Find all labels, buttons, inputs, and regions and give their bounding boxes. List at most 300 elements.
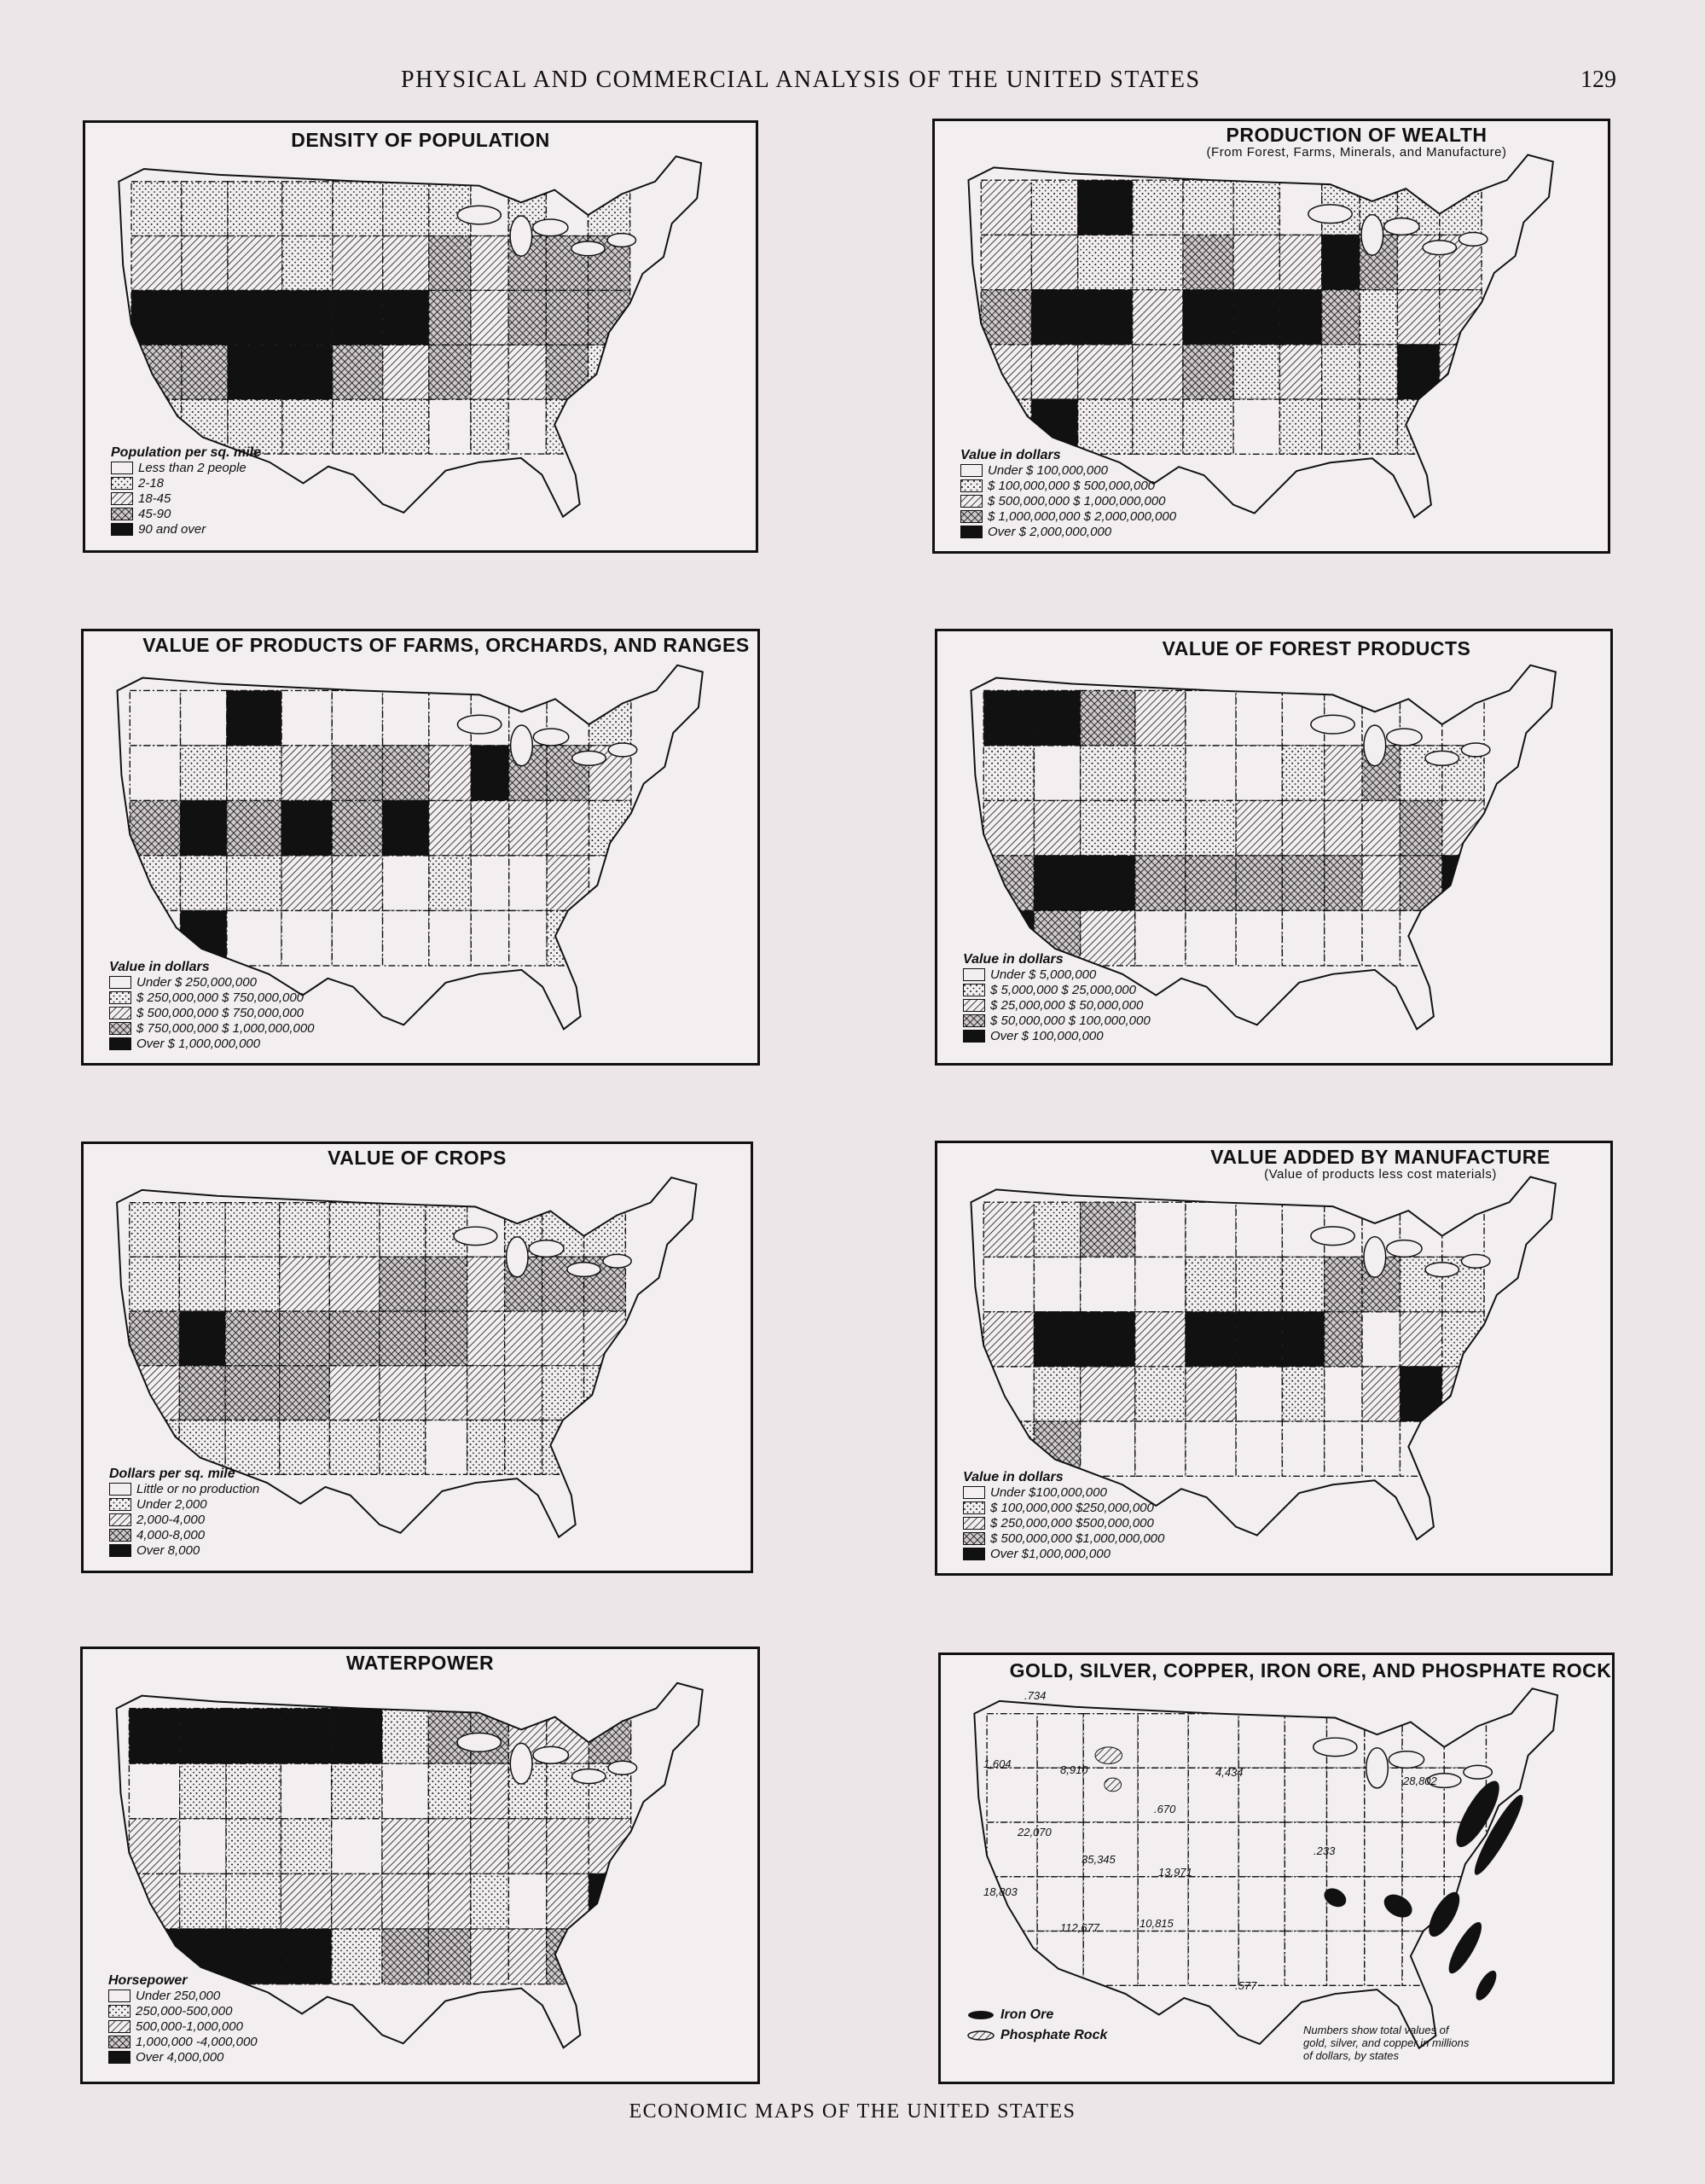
state-region [1325, 1257, 1362, 1311]
phosphate-deposit [1105, 1778, 1122, 1792]
state-region [1279, 399, 1321, 454]
state-region [1078, 345, 1133, 399]
state-value-label: .670 [1154, 1803, 1176, 1815]
state-region [332, 690, 382, 745]
great-lake [1461, 743, 1490, 757]
state-region [182, 345, 228, 399]
state-region [1183, 290, 1233, 345]
legend-title: Value in dollars [109, 960, 210, 974]
state-region [429, 856, 471, 910]
great-lake [1311, 1227, 1354, 1246]
legend-row [963, 1484, 1164, 1500]
state-region [426, 1366, 467, 1420]
state-region [505, 1366, 542, 1420]
map-panel-value-added-by-manufacture [935, 1141, 1613, 1576]
state-region [542, 1366, 584, 1420]
state-region [508, 1873, 546, 1929]
legend-row [963, 1531, 1164, 1546]
legend-swatch-solid [108, 2051, 130, 2064]
state-region [1233, 235, 1279, 289]
legend-row [111, 460, 261, 475]
state-region [130, 1257, 180, 1311]
state-region [1133, 345, 1183, 399]
state-region [180, 1709, 226, 1764]
state-value-label: 28,802 [1403, 1774, 1437, 1787]
state-region [429, 399, 471, 454]
state-region [981, 180, 1031, 235]
state-region [981, 290, 1031, 345]
state-region [1081, 746, 1135, 800]
legend-row [108, 2049, 258, 2065]
legend-label: Over $1,000,000,000 [990, 1546, 1111, 1561]
state-region [1081, 856, 1135, 910]
state-region [508, 399, 546, 454]
state-region [1402, 1822, 1444, 1877]
legend-label: Little or no production [136, 1481, 260, 1496]
state-region [547, 800, 589, 855]
state-region [1186, 1367, 1236, 1421]
state-region [130, 746, 180, 800]
state-region [1442, 690, 1484, 745]
state-region [131, 345, 182, 399]
state-region [181, 910, 227, 965]
state-region [1034, 1257, 1080, 1311]
state-region [1078, 290, 1133, 345]
state-region [1282, 910, 1324, 965]
legend-swatch-lines [109, 1007, 131, 1019]
great-lake [1423, 241, 1456, 255]
state-region [1325, 1312, 1362, 1367]
state-region [281, 1709, 331, 1764]
state-region [1327, 1768, 1365, 1822]
state-region [1078, 399, 1133, 454]
legend-swatch-cross [963, 1014, 985, 1027]
legend-label: Under 2,000 [136, 1496, 207, 1512]
legend-swatch-blank [109, 1483, 131, 1496]
state-region [1360, 345, 1397, 399]
state-region [429, 290, 471, 345]
great-lake [533, 219, 568, 236]
state-region [584, 1311, 626, 1366]
state-value-label: 8,910 [1060, 1763, 1088, 1776]
state-region [1183, 180, 1233, 235]
state-region [1400, 910, 1441, 965]
state-region [1081, 1257, 1135, 1311]
great-lake [1461, 1254, 1490, 1268]
legend-label: 18-45 [138, 491, 171, 506]
state-region [508, 345, 546, 399]
map-title: VALUE OF FOREST PRODUCTS [1162, 637, 1471, 659]
state-region [383, 690, 429, 745]
state-region [1325, 746, 1362, 800]
state-region [131, 182, 182, 236]
state-region [981, 235, 1031, 289]
state-region [383, 746, 429, 800]
state-region [180, 1873, 226, 1929]
state-region [1236, 690, 1282, 745]
legend-swatch-blank [108, 1989, 130, 2002]
state-region [1135, 1312, 1186, 1367]
state-region [589, 1929, 630, 1984]
legend-label: $ 100,000,000 $ 500,000,000 [988, 478, 1156, 493]
state-region [1081, 1421, 1135, 1476]
state-region [380, 1366, 426, 1420]
state-region [981, 399, 1031, 454]
state-region [589, 800, 631, 855]
legend-swatch-solid [111, 523, 133, 536]
state-region [382, 1819, 428, 1874]
state-region [227, 746, 281, 800]
state-region [1282, 1421, 1324, 1476]
state-region [383, 910, 429, 965]
legend-row [109, 1020, 315, 1036]
state-value-label: 10,815 [1140, 1917, 1174, 1930]
map-title: VALUE OF PRODUCTS OF FARMS, ORCHARDS, AND RANGES [142, 634, 750, 656]
state-region [181, 746, 227, 800]
legend-swatch-lines [960, 495, 983, 508]
state-region [1031, 399, 1077, 454]
state-region [332, 1763, 382, 1819]
state-region [1238, 1822, 1285, 1877]
state-region [1442, 856, 1484, 910]
state-region [1034, 800, 1080, 855]
state-value-label: 18,803 [983, 1885, 1018, 1898]
state-region [1279, 345, 1321, 399]
state-region [509, 910, 547, 965]
state-region [1360, 399, 1397, 454]
legend-label: Over 8,000 [136, 1542, 200, 1558]
map-legend [109, 1467, 259, 1558]
state-region [1233, 345, 1279, 399]
legend-label: $ 1,000,000,000 $ 2,000,000,000 [988, 508, 1177, 524]
state-region [505, 1420, 542, 1475]
legend-row [963, 1013, 1151, 1028]
map-legend [111, 445, 261, 537]
state-value-label: 22,070 [1018, 1826, 1052, 1838]
state-region [1081, 800, 1135, 855]
iron-ore-deposit [1472, 1967, 1500, 2003]
state-region [1034, 1202, 1080, 1257]
state-region [281, 746, 332, 800]
state-region [281, 856, 332, 910]
state-region [981, 345, 1031, 399]
legend-row [109, 1542, 259, 1558]
legend-swatch-dots [963, 1502, 985, 1514]
legend-label: $ 50,000,000 $ 100,000,000 [990, 1013, 1151, 1028]
legend-row [109, 1005, 315, 1020]
state-region [987, 1931, 1037, 1986]
state-region [983, 1202, 1034, 1257]
state-value-label: .734 [1024, 1689, 1047, 1702]
state-region [129, 1709, 179, 1764]
page-title: PHYSICAL AND COMMERCIAL ANALYSIS OF THE UNITED STATES [401, 67, 1201, 93]
state-region [1081, 1202, 1135, 1257]
state-region [509, 856, 547, 910]
state-region [1083, 1768, 1138, 1822]
great-lake [1314, 1738, 1357, 1757]
state-region [589, 1873, 630, 1929]
state-region [547, 1873, 589, 1929]
state-region [382, 1763, 428, 1819]
state-region [1362, 1367, 1400, 1421]
legend-label: 2-18 [138, 475, 165, 491]
state-region [547, 1819, 589, 1874]
state-region [1236, 1202, 1282, 1257]
great-lake [1384, 218, 1419, 235]
state-region [1183, 235, 1233, 289]
iron-ore-deposit [1443, 1919, 1487, 1978]
state-region [333, 290, 383, 345]
state-region [589, 856, 631, 910]
state-region [182, 182, 228, 236]
state-region [181, 856, 227, 910]
state-region [471, 399, 508, 454]
map-legend [109, 960, 315, 1051]
state-region [130, 1366, 180, 1420]
legend-row [966, 2025, 1107, 2046]
state-region [467, 1311, 505, 1366]
state-value-label: 1,604 [983, 1757, 1012, 1770]
state-region [1133, 399, 1183, 454]
state-region [1440, 345, 1482, 399]
state-region [1440, 290, 1482, 345]
state-region [584, 1420, 626, 1475]
state-region [471, 1819, 508, 1874]
state-region [1133, 180, 1183, 235]
state-region [1135, 1421, 1186, 1476]
legend-row [109, 1527, 259, 1542]
legend-label: Less than 2 people [138, 460, 246, 475]
state-region [280, 1257, 330, 1311]
state-region [1440, 399, 1482, 454]
state-region [333, 236, 383, 291]
state-region [1186, 690, 1236, 745]
state-region [1400, 800, 1441, 855]
legend-swatch-lines [963, 1517, 985, 1530]
state-region [1186, 746, 1236, 800]
state-region [1078, 235, 1133, 289]
state-region [1031, 345, 1077, 399]
state-region [1442, 1421, 1484, 1476]
great-lake [1425, 1263, 1459, 1277]
state-region [542, 1311, 584, 1366]
state-region [225, 1203, 280, 1258]
state-region [426, 1257, 467, 1311]
legend-label: $ 750,000,000 $ 1,000,000,000 [136, 1020, 315, 1036]
state-region [1236, 746, 1282, 800]
great-lake [457, 1733, 501, 1751]
legend-row [109, 1512, 259, 1527]
state-region [333, 345, 383, 399]
state-region [1188, 1714, 1238, 1769]
state-region [1282, 1257, 1324, 1311]
state-region [383, 290, 429, 345]
legend-label: Under 250,000 [136, 1988, 221, 2003]
state-region [180, 1819, 226, 1874]
state-region [1186, 1257, 1236, 1311]
map-subtitle: (Value of products less cost materials) [1264, 1167, 1497, 1182]
state-region [1133, 235, 1183, 289]
legend-row [960, 493, 1176, 508]
state-region [380, 1203, 426, 1258]
state-region [426, 1311, 467, 1366]
state-region [227, 800, 281, 855]
state-region [471, 746, 508, 800]
state-region [228, 290, 282, 345]
state-region [1322, 235, 1360, 289]
state-region [1362, 1312, 1400, 1367]
state-region [426, 1420, 467, 1475]
state-region [332, 1873, 382, 1929]
map-panel-density-of-population [83, 120, 758, 553]
great-lake [457, 715, 501, 734]
map-title: DENSITY OF POPULATION [291, 129, 550, 151]
legend-label: $ 5,000,000 $ 25,000,000 [990, 982, 1136, 997]
state-region [1397, 290, 1439, 345]
state-region [1282, 1312, 1324, 1367]
map-panel-gold-silver-copper-iron-phosphate [938, 1653, 1615, 2084]
state-region [179, 1366, 225, 1420]
state-region [181, 800, 227, 855]
state-region [1362, 800, 1400, 855]
legend-row [963, 967, 1151, 982]
state-region [983, 1257, 1034, 1311]
state-region [1236, 856, 1282, 910]
state-region [383, 345, 429, 399]
legend-swatch-dots [109, 1498, 131, 1511]
state-region [1034, 746, 1080, 800]
legend-label: Over 4,000,000 [136, 2049, 224, 2065]
state-region [467, 1257, 505, 1311]
map-panel-value-of-products-of-farms [81, 629, 760, 1066]
state-region [983, 1312, 1034, 1367]
state-region [1322, 345, 1360, 399]
state-region [179, 1311, 225, 1366]
state-region [329, 1203, 380, 1258]
legend-swatch-dots [963, 984, 985, 996]
legend-swatch-cross [111, 508, 133, 520]
legend-row [109, 1496, 259, 1512]
state-region [983, 746, 1034, 800]
map-legend [963, 1470, 1164, 1561]
state-region [1325, 1421, 1362, 1476]
state-region [130, 800, 180, 855]
state-region [429, 746, 471, 800]
great-lake [510, 216, 532, 256]
page-number: 129 [1580, 67, 1616, 93]
state-region [1183, 399, 1233, 454]
great-lake [1459, 232, 1488, 246]
state-region [329, 1311, 380, 1366]
legend-label: 4,000-8,000 [136, 1527, 206, 1542]
state-region [467, 1366, 505, 1420]
state-region [1444, 1714, 1486, 1769]
state-region [383, 800, 429, 855]
legend-row [963, 1546, 1164, 1561]
legend-swatch-cross [108, 2036, 130, 2048]
state-region [1034, 856, 1080, 910]
legend-swatch-solid [109, 1037, 131, 1050]
state-region [1400, 1367, 1441, 1421]
great-lake [608, 1761, 637, 1774]
legend-row [963, 982, 1151, 997]
state-region [1362, 910, 1400, 965]
legend-row [109, 990, 315, 1005]
state-region [1138, 1931, 1188, 1986]
great-lake [457, 206, 501, 224]
state-region [1031, 290, 1077, 345]
map-panel-value-of-crops [81, 1141, 753, 1573]
legend-label: Under $ 250,000,000 [136, 974, 257, 990]
state-region [1135, 1202, 1186, 1257]
state-region [508, 1819, 546, 1874]
state-region [1188, 1877, 1238, 1931]
state-region [1233, 180, 1279, 235]
state-region [130, 856, 180, 910]
state-region [584, 1203, 626, 1258]
state-region [332, 910, 382, 965]
state-region [281, 690, 332, 745]
state-region [1238, 1877, 1285, 1931]
state-region [1078, 180, 1133, 235]
state-region [130, 690, 180, 745]
state-region [546, 399, 588, 454]
legend-label: $ 500,000,000 $1,000,000,000 [990, 1531, 1165, 1546]
state-region [983, 800, 1034, 855]
great-lake [1464, 1765, 1492, 1779]
state-region [1037, 1931, 1083, 1986]
great-lake [1425, 751, 1459, 765]
legend-swatch-blank [963, 968, 985, 981]
state-region [983, 690, 1034, 745]
state-region [282, 182, 333, 236]
state-region [130, 1311, 180, 1366]
legend-row [108, 2018, 258, 2034]
great-lake [607, 234, 635, 247]
state-region [281, 1873, 331, 1929]
legend-swatch-solid [963, 1030, 985, 1043]
great-lake [454, 1227, 497, 1246]
legend-row [111, 475, 261, 491]
state-region [1083, 1931, 1138, 1986]
state-region [1186, 910, 1236, 965]
state-region [1362, 856, 1400, 910]
legend-label: Under $ 100,000,000 [988, 462, 1108, 478]
state-region [1397, 345, 1439, 399]
legend-label: 45-90 [138, 506, 171, 521]
state-region [130, 910, 180, 965]
state-region [383, 182, 429, 236]
state-region [182, 236, 228, 291]
state-value-label: 35,345 [1082, 1853, 1116, 1866]
state-region [1034, 1312, 1080, 1367]
state-region [383, 236, 429, 291]
state-region [547, 1929, 589, 1984]
legend-swatch-cross [109, 1022, 131, 1035]
legend-label: Iron Ore [1000, 2007, 1054, 2022]
state-region [509, 800, 547, 855]
great-lake [510, 1743, 532, 1784]
page-footer: ECONOMIC MAPS OF THE UNITED STATES [629, 2100, 1076, 2123]
state-region [1186, 1312, 1236, 1367]
state-region [471, 800, 508, 855]
state-region [1279, 235, 1321, 289]
legend-swatch-lines [108, 2020, 130, 2033]
state-region [1186, 856, 1236, 910]
state-region [983, 1421, 1034, 1476]
state-region [983, 856, 1034, 910]
state-region [1322, 399, 1360, 454]
